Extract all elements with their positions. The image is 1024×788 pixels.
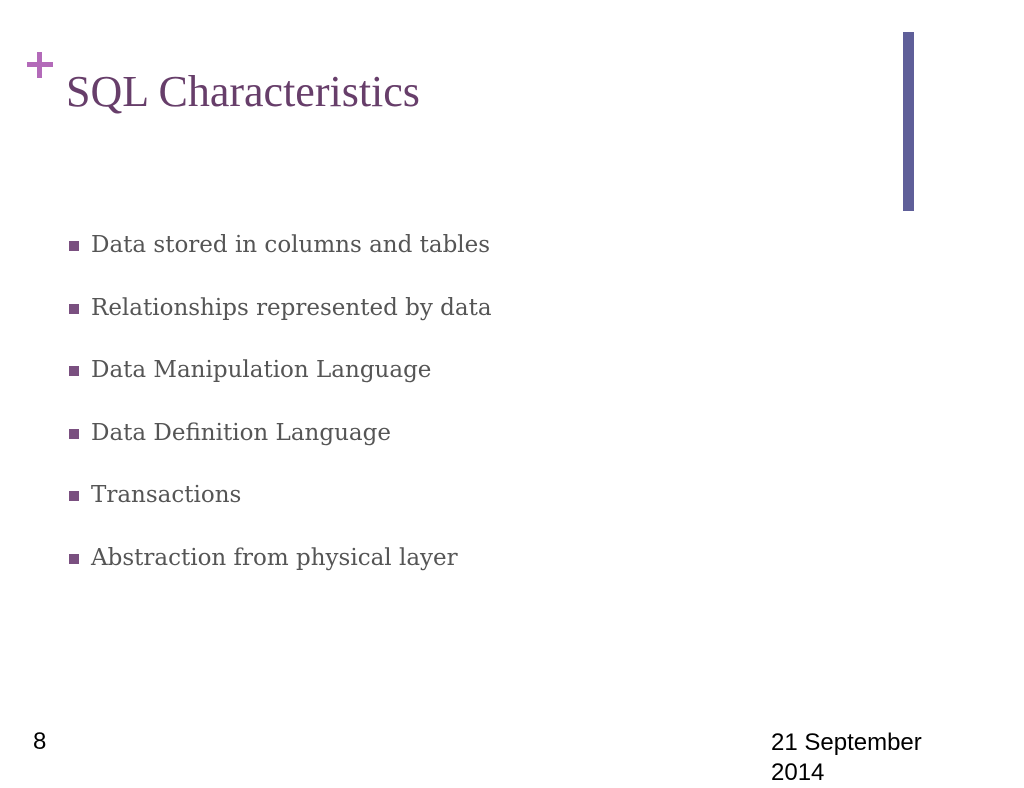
bullet-text: Abstraction from physical layer [91, 544, 458, 571]
bullet-text: Data Definition Language [91, 419, 391, 446]
square-bullet-icon [69, 304, 79, 314]
bullet-item [66, 478, 492, 541]
slide-date: 21 September 2014 [771, 729, 922, 786]
bullet-text: Transactions [91, 482, 242, 508]
bullet-item [66, 416, 492, 479]
bullet-item [66, 228, 492, 291]
slide-title: SQL Characteristics [66, 67, 420, 116]
bullet-item [66, 353, 492, 416]
bullet-text: Data stored in columns and tables [91, 232, 491, 258]
bullet-list [66, 228, 492, 603]
square-bullet-icon [69, 241, 79, 251]
square-bullet-icon [69, 429, 79, 439]
square-bullet-icon [69, 554, 79, 564]
plus-icon [27, 52, 53, 78]
square-bullet-icon [69, 366, 79, 376]
bullet-item [66, 291, 492, 354]
slide-number: 8 [33, 728, 47, 755]
bullet-text: Relationships represented by data [91, 294, 492, 321]
square-bullet-icon [69, 491, 79, 501]
bullet-item [66, 541, 492, 604]
accent-bar [903, 32, 914, 211]
bullet-text: Data Manipulation Language [91, 357, 432, 383]
